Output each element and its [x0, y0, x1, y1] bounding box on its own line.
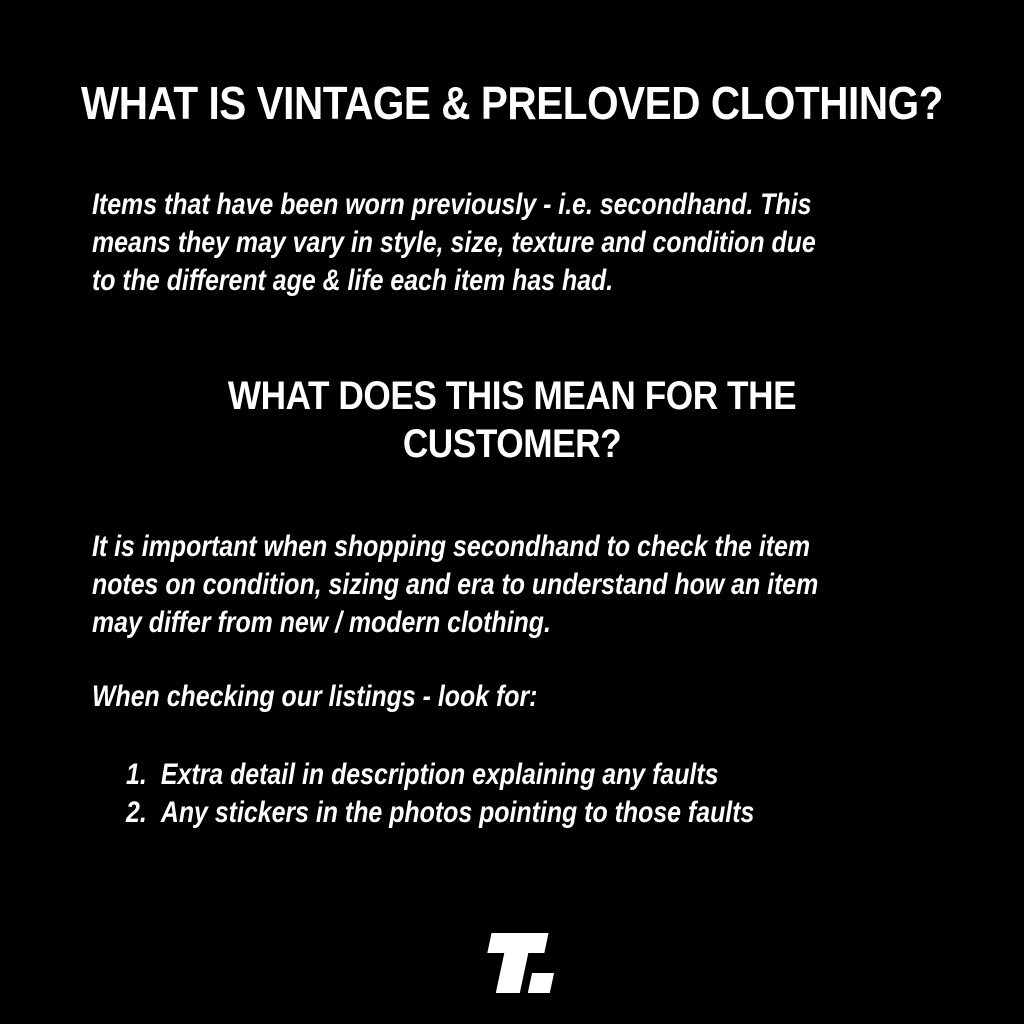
- checklist: [126, 756, 754, 832]
- item-text: Extra detail in description explaining any faults: [160, 758, 719, 791]
- item-number: 1.: [126, 758, 147, 791]
- checklist-item: [126, 756, 754, 794]
- intro-paragraph: [92, 186, 816, 300]
- intro-line: means they may vary in style, size, texture and condition due: [92, 226, 816, 259]
- customer-paragraph: [92, 528, 818, 642]
- listings-intro: When checking our listings - look for:: [92, 680, 538, 713]
- intro-line: Items that have been worn previously - i.e. secondhand. This: [92, 188, 812, 221]
- checklist-item: [126, 794, 754, 832]
- secondary-heading-line: WHAT DOES THIS MEAN FOR THE: [227, 374, 797, 418]
- secondary-heading: [61, 372, 962, 468]
- t-dot-logo-icon: [479, 933, 555, 993]
- intro-line: to the different age & life each item has had.: [92, 264, 614, 297]
- secondary-heading-line: CUSTOMER?: [402, 422, 622, 466]
- customer-line: notes on condition, sizing and era to understand how an item: [92, 568, 819, 601]
- brand-logo: [479, 933, 555, 993]
- customer-line: may differ from new / modern clothing.: [92, 606, 551, 639]
- item-text: Any stickers in the photos pointing to those faults: [160, 796, 755, 829]
- page-title: WHAT IS VINTAGE & PRELOVED CLOTHING?: [81, 77, 943, 129]
- customer-line: It is important when shopping secondhand to check the item: [92, 530, 811, 563]
- item-number: 2.: [126, 796, 147, 829]
